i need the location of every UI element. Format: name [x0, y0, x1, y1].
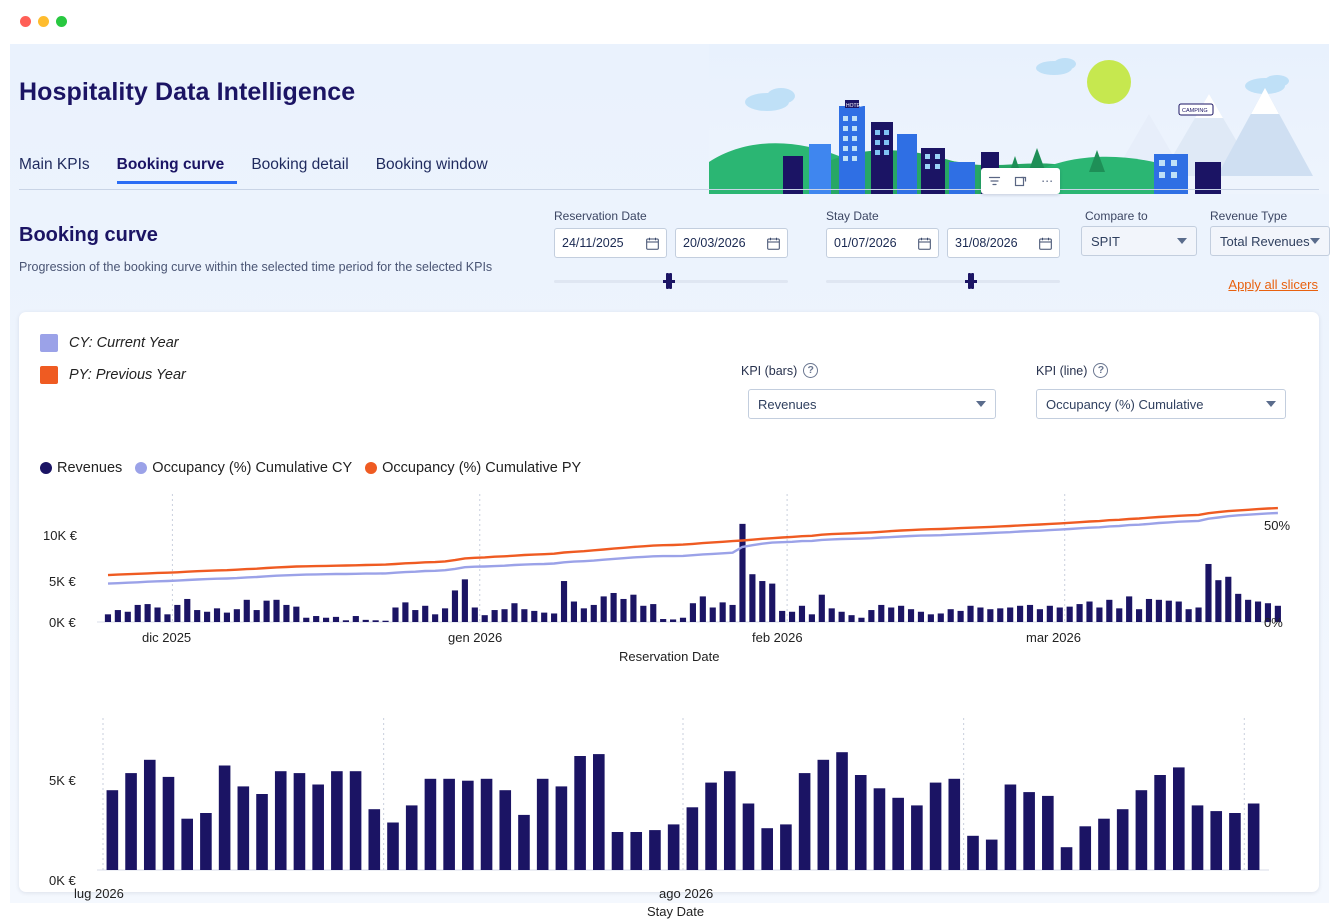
series-legend-occ-cy[interactable]: [135, 460, 352, 476]
series-label-occ-py: Occupancy (%) Cumulative PY: [382, 460, 582, 476]
window-controls[interactable]: [20, 16, 67, 27]
reservation-date-slider-handle[interactable]: [658, 273, 680, 289]
y2-tick-top-0: 0%: [1264, 615, 1283, 630]
revenue-type-select[interactable]: [1210, 226, 1330, 256]
series-legend: [40, 460, 590, 476]
kpi-bars-label-text: KPI (bars): [741, 363, 798, 378]
y2-tick-top-50: 50%: [1264, 518, 1291, 533]
reservation-date-from-value: 24/11/2025: [562, 236, 624, 250]
more-options-icon[interactable]: ⋯: [1041, 174, 1054, 188]
compare-to-label: Compare to: [1085, 209, 1148, 223]
y-tick-top-0k: 0K €: [49, 615, 76, 630]
tab-booking-window[interactable]: Booking window: [375, 156, 488, 173]
focus-mode-icon[interactable]: [1014, 175, 1027, 188]
x-tick-dic-2025: dic 2025: [142, 630, 192, 645]
svg-text:CAMPING: CAMPING: [1182, 108, 1208, 114]
series-dot-occ-py: [365, 462, 377, 474]
compare-to-select[interactable]: [1081, 226, 1197, 256]
y-tick-top-10k: 10K €: [43, 528, 77, 543]
calendar-icon[interactable]: [918, 237, 931, 250]
section-subtitle: Progression of the booking curve within the selected time period for the selected KPIs: [19, 260, 493, 274]
x-tick-gen-2026: gen 2026: [448, 630, 503, 645]
kpi-bars-select[interactable]: [748, 389, 996, 419]
reservation-date-to-value: 20/03/2026: [683, 236, 746, 250]
chevron-down-icon[interactable]: [976, 401, 986, 407]
close-icon[interactable]: [20, 16, 31, 27]
svg-text:HOTEL: HOTEL: [846, 103, 863, 109]
y-tick-bottom-5k: 5K €: [49, 773, 76, 788]
reservation-date-to[interactable]: [675, 228, 788, 258]
tab-main-kpis[interactable]: Main KPIs: [19, 156, 90, 173]
booking-curve-card: [19, 312, 1319, 919]
chevron-down-icon[interactable]: [1310, 238, 1320, 244]
stay-date-from[interactable]: [826, 228, 939, 258]
series-dot-occ-cy: [135, 462, 147, 474]
kpi-bars-label: [741, 363, 818, 378]
revenue-type-label: Revenue Type: [1210, 209, 1288, 223]
help-icon[interactable]: ?: [803, 363, 818, 378]
compare-to-value: SPIT: [1091, 233, 1120, 249]
kpi-line-select[interactable]: [1036, 389, 1286, 419]
x-tick-lug-2026: lug 2026: [74, 886, 124, 901]
stay-date-label: Stay Date: [826, 209, 879, 223]
apply-all-slicers-link[interactable]: Apply all slicers: [1228, 277, 1318, 292]
chevron-down-icon[interactable]: [1177, 238, 1187, 244]
stay-date-slider-track[interactable]: [826, 280, 1060, 283]
page-title: Hospitality Data Intelligence: [19, 78, 356, 106]
legend-swatch-cy: [40, 334, 58, 352]
revenue-type-value: Total Revenues: [1220, 233, 1310, 249]
calendar-icon[interactable]: [1039, 237, 1052, 250]
reservation-date-label: Reservation Date: [554, 209, 647, 223]
chevron-down-icon[interactable]: [1266, 401, 1276, 407]
year-legend: [40, 334, 186, 398]
title-bar: [0, 0, 1339, 44]
calendar-icon[interactable]: [646, 237, 659, 250]
zoom-icon[interactable]: [56, 16, 67, 27]
legend-item-cy: [40, 334, 186, 352]
stay-date-slider-handle[interactable]: [960, 273, 982, 289]
chart-booking-curve-canvas: [35, 490, 1303, 640]
tab-booking-curve[interactable]: Booking curve: [117, 156, 238, 184]
filter-icon[interactable]: [988, 175, 1001, 188]
chart-stay-date-canvas: [35, 712, 1303, 887]
legend-label-cy: CY: Current Year: [69, 335, 179, 351]
kpi-line-label-text: KPI (line): [1036, 363, 1088, 378]
help-icon[interactable]: ?: [1093, 363, 1108, 378]
visual-toolbar[interactable]: [981, 168, 1060, 194]
legend-item-py: [40, 366, 186, 384]
main-tabs[interactable]: [19, 156, 1319, 189]
tabs-divider: [19, 189, 1319, 190]
x-axis-label-stay-date: Stay Date: [647, 904, 705, 919]
y-tick-bottom-0k: 0K €: [49, 873, 76, 888]
series-label-revenues: Revenues: [57, 460, 123, 476]
x-tick-feb-2026: feb 2026: [752, 630, 803, 645]
kpi-bars-value: Revenues: [758, 396, 817, 412]
series-label-occ-cy: Occupancy (%) Cumulative CY: [152, 460, 353, 476]
kpi-line-value: Occupancy (%) Cumulative: [1046, 396, 1204, 412]
kpi-line-label: [1036, 363, 1108, 378]
x-axis-label-reservation-date: Reservation Date: [619, 649, 720, 664]
stay-date-to-value: 31/08/2026: [955, 236, 1018, 250]
legend-swatch-py: [40, 366, 58, 384]
reservation-date-from[interactable]: [554, 228, 667, 258]
chart-booking-curve[interactable]: [35, 490, 1303, 640]
app-body: [10, 44, 1329, 919]
x-tick-ago-2026: ago 2026: [659, 886, 714, 901]
series-dot-revenues: [40, 462, 52, 474]
section-title: Booking curve: [19, 224, 158, 246]
series-legend-revenues[interactable]: [40, 460, 122, 476]
legend-label-py: PY: Previous Year: [69, 367, 186, 383]
chart-stay-date[interactable]: [35, 712, 1303, 887]
x-tick-mar-2026: mar 2026: [1026, 630, 1081, 645]
calendar-icon[interactable]: [767, 237, 780, 250]
tab-booking-detail[interactable]: Booking detail: [251, 156, 349, 173]
minimize-icon[interactable]: [38, 16, 49, 27]
y-tick-top-5k: 5K €: [49, 574, 76, 589]
stay-date-from-value: 01/07/2026: [834, 236, 897, 250]
stay-date-to[interactable]: [947, 228, 1060, 258]
series-legend-occ-py[interactable]: [365, 460, 581, 476]
